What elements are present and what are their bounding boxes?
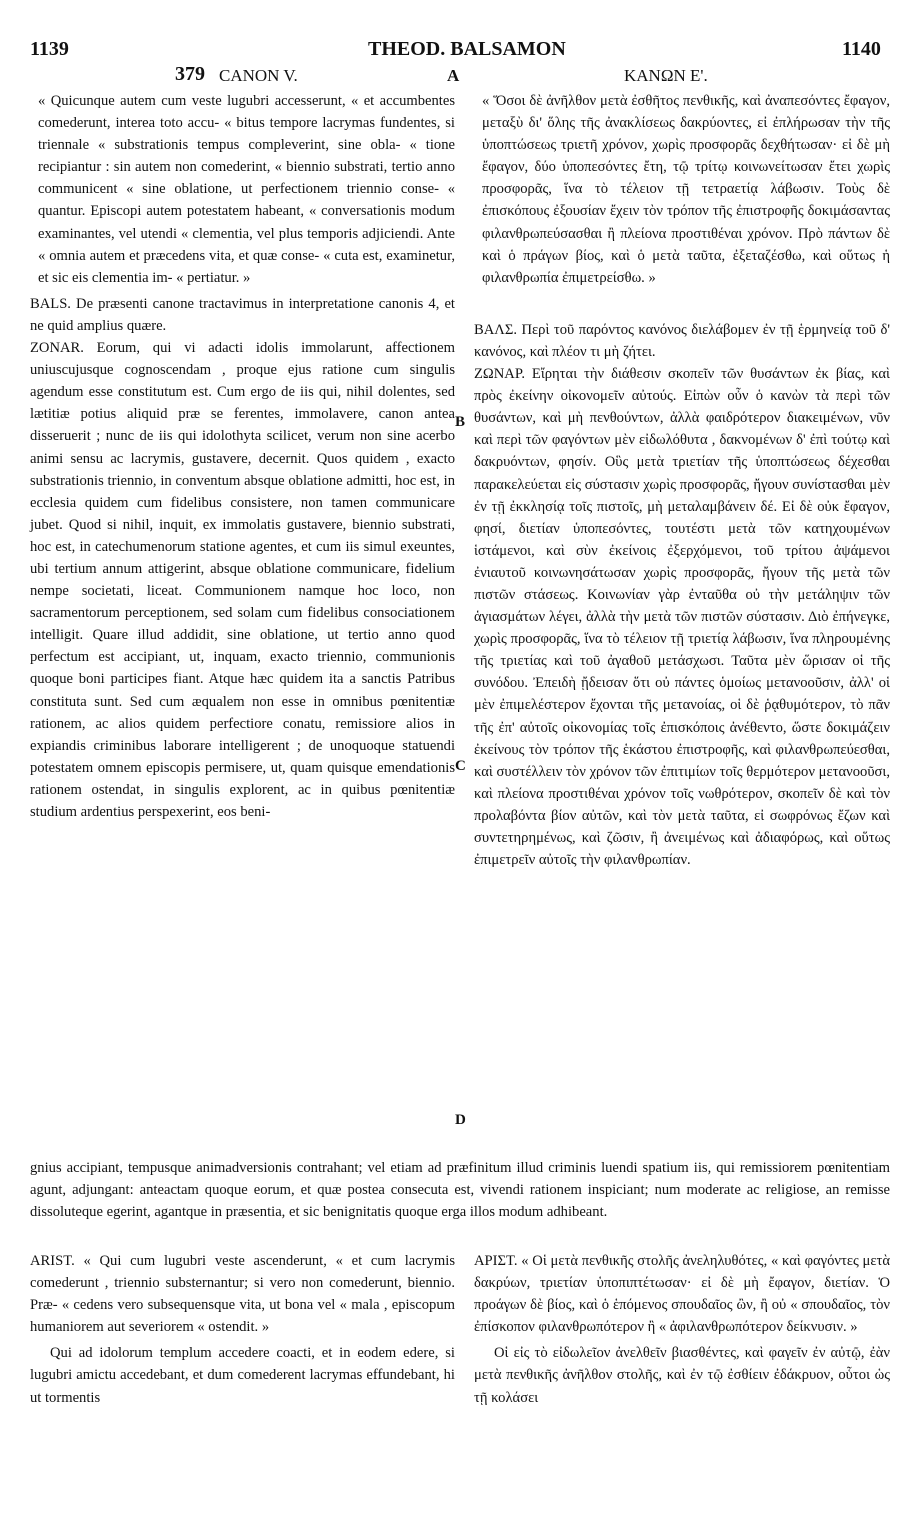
running-title: THEOD. BALSAMON [368, 38, 566, 60]
right-column-upper [474, 90, 890, 871]
left-column-lower [30, 1250, 455, 1409]
page-number-right: 1140 [842, 38, 881, 60]
greek-canon-text: « Ὅσοι δὲ ἀνῆλθον μετὰ ἐσθῆτος πενθικῆς, καὶ ἀναπεσόντες ἔφαγον, μεταξὺ δι' ὅλης τῆς ἀνακλίσεως δακρύοντες, εἰ ἐπλήρωσαν τὴν τῆς ὑποπτώσεως τριετῆ χρόνον, χωρὶς προσφορᾶς δεχθήτωσαν· εἰ δὲ μὴ ἔφαγον, δύο ὑποπεσόντες ἔτη, τῷ τρίτῳ κοινωνείτωσαν ἔτει χωρὶς προσφορᾶς, ἵνα τὸ τέλειον τῇ τετραετίᾳ λάβωσιν. Τοὺς δὲ ἐπισκόπους ἐξουσίαν ἔχειν τὸν τρόπον τῆς ἐπιστροφῆς δοκιμάσαντας φιλανθρωπεύσασθαι ἢ πλείονα προστιθέναι χρόνον. Πρὸ πάντων δὲ καὶ ὁ πράγων βίος, καὶ ὁ μετὰ ταῦτα, ἐξεταζέσθω, καὶ οὕτως ἡ φιλανθρωπία ἐπιμετρείσθω. » [482, 93, 890, 286]
margin-letter-d: D [455, 1112, 466, 1128]
greek-bals-commentary: ΒΑΛΣ. Περὶ τοῦ παρόντος κανόνος διελάβομεν ἐν τῇ ἑρμηνείᾳ τοῦ δ' κανόνος, καὶ πλέον τι μὴ ζήτει. [474, 321, 890, 360]
greek-arist-commentary: ΑΡΙΣΤ. « Οἱ μετὰ πενθικῆς στολῆς ἀνεληλυθότες, « καὶ φαγόντες μετὰ δακρύων, τριετίαν ὑποπιπτέτωσαν· εἰ δὲ μὴ ἔφαγον, διετίαν. Ὁ προάγων δὲ βίος, καὶ ὁ ἑπόμενος σπουδαῖος ὢν, ἢ οὐ « σπουδαῖος, τὸν ἐπίσκοπον φιλανθρωπότερον ἢ « ἀφιλανθρωπότερον δείκνυσιν. » [474, 1253, 890, 1336]
left-column-upper [30, 90, 455, 823]
margin-letter-c: C [455, 758, 466, 774]
greek-closing-text: Οἱ εἰς τὸ εἰδωλεῖον ἀνελθεῖν βιασθέντες, καὶ φαγεῖν ἐν αὐτῷ, ἐὰν μετὰ πενθικῆς ἀνῆλθον στολῆς, καὶ ἐν τῷ ἐσθίειν ἐδάκρυον, οὗτοι ὡς τῇ κολάσει [474, 1345, 890, 1406]
canon-title-latin: CANON V. [219, 66, 298, 85]
latin-arist-commentary: ARIST. « Qui cum lugubri veste ascenderunt, « et cum lacrymis comederunt , triennio substernantur; si vero non comederunt, biennio. Præ- « cedens vero subsequensque vita, ut bona vel « mala , episcopum humaniorem aut severiorem « ostendit. » [30, 1253, 455, 1336]
latin-canon-text: « Quicunque autem cum veste lugubri accesserunt, « et accumbentes comederunt, interea toto accu- « bitus tempore lacrymas fundentes, si triennale « substrationis tempus compleverint, sine obla- « tione recipiantur : sin autem non comederint, « biennio substrati, tertio anno communicent « sine oblatione, ut perfectionem triennio conse- « quantur. Episcopi autem potestatem habeant, « conversationis modum examinantes, vel utendi « clementia, vel plus temporis adjiciendi. Ante « omnia autem et præcedens vita, et quæ conse- « cuta est, examinetur, et sic eis clementia im- « pertiatur. » [38, 93, 455, 286]
latin-zonar-continuation: gnius accipiant, tempusque animadversionis contrahant; vel etiam ad præfinitum illud criminis luendi spatium iis, qui remissiorem pœnitentiam agunt, adjungant: anteactam quoque eorum, et quæ postea consecuta est, vivendi rationem inspiciant; num moderate ac religiose, an remisse dissoluteque egerint, agantque in præsentia, et sic benignitatis quoque erga illos modum adhibeant. [30, 1160, 890, 1221]
canon-title-greek: ΚΑΝΩΝ Ε'. [624, 66, 708, 85]
greek-zonar-commentary: ΖΩΝΑΡ. Εἴρηται τὴν διάθεσιν σκοπεῖν τῶν θυσάντων ἐκ βίας, καὶ πρὸς ἐκείνην οἰκονομεῖν αὐτούς. Εἰπὼν οὖν ὁ κανὼν τὰ περὶ τῶν θυσάντων, καὶ μὴ πενθούντων, ἀλλὰ φαιδρότερον διακειμένων, νῦν καὶ περὶ τῶν φαγόντων μὲν εἰδωλόθυτα , δακνομένων δ' ἐπὶ τούτῳ καὶ δακρυόντων, φησίν. Οὓς μετὰ τριετίαν τῆς ὑποπτώσεως δέχεσθαι παρακελεύεται εἰς σύστασιν χωρὶς προσφορᾶς, ἤγουν συνίστασθαι μὲν ἐν τῇ ἐκκλησίᾳ τοῖς πιστοῖς, μὴ μεταλαμβάνειν δέ. Εἰ δὲ οὐκ ἔφαγον, φησί, διετίαν ὑποπεσόντες, τουτέστι μετὰ τῶν κατηχουμένων ἱστάμενοι, καὶ σὺν ἐκείνοις ἐξερχόμενοι, τοῦ τρίτου ἁψάμενοι ἐνιαυτοῦ κοινωνησάτωσαν χωρὶς προσφορᾶς, ἤγουν τῆς μετὰ τῶν πιστῶν στάσεως. Κοινωνίαν γὰρ ἐνταῦθα οὐ τὴν μετάληψιν τῶν ἁγιασμάτων λέγει, ἀλλὰ τὴν μετὰ τῶν πιστῶν σύστασιν. Διὸ ἐπήνεγκε, χωρὶς προσφορᾶς, ἵνα τὸ τέλειον τῇ τριετίᾳ λάβωσιν, ἵνα πληρουμένης τῆς τριετίας καὶ τοῦ ἀγαθοῦ μετάσχωσι. Ταῦτα μὲν ὥρισαν οἱ τῆς συνόδου. Ἐπειδὴ ᾔδεισαν ὅτι οὐ πάντες ὁμοίως μετανοοῦσιν, ἀλλ' οἱ μὲν ἐπιμελέστερον ἔχονται τῆς μετανοίας, οἱ δὲ ῥᾳθυμότερον, τὸ πᾶν τῆς ἐπ' αὐτοῖς οἰκονομίας τοῖς ἐπισκόποις ἀνέθεντο, ὥστε δοκιμάζειν ἐκείνους τὸν τρόπον τῆς ἑκάστου ἐπιστροφῆς, καὶ φιλανθρωπεύεσθαι, καὶ συστέλλειν τὸν χρόνον τῶν ἐπιτιμίων τοῖς θερμότερον μετανοοῦσι, καὶ πλείονα προστιθέναι χρόνον τοῖς νωθρότερον, σκοπεῖν δὲ καὶ τὸν προλαβόντα βίον αὐτῶν, καὶ τὸν μετὰ ταῦτα, εἰ σωφρόνως ἔζων καὶ συντετηρημένως, καὶ ζῶσιν, ἢ ἀνειμένως καὶ ἀδιαφόρως, καὶ οὕτως ἐπιμετρεῖν αὐτοῖς τὴν φιλανθρωπίαν. [474, 366, 890, 869]
column-number: 379 [175, 63, 205, 85]
page-number-left: 1139 [30, 38, 69, 60]
section-marker-a: A [447, 66, 460, 85]
latin-zonar-commentary: ZONAR. Eorum, qui vi adacti idolis immolarunt, affectionem uniuscujusque cognoscendam , proque ejus ratione cum singulis agendum esse constitutum est. Cum ergo de iis qui, nihil dolentes, sed lætitiæ potius aliquid præ se ferentes, immolavere, canon antea disseruerit ; nunc de iis qui idolothyta scilicet, verum non sine acerbo animi sensu ac lacrymis, gustavere, decernit. Quos quidem , exacto substrationis triennio, in conventum absque oblatione admitti, hoc est, in ecclesia quidem cum fidelibus consistere, non tamen communicare jubet. Quod si nihil, inquit, ex immolatis gustavere, biennio substrati, hoc est, in catechumenorum statione agentes, et cum iis simul exeuntes, ubi tertium annum attigerint, absque oblatione communicare, fidelium nempe societati, liceat. Communionem namque hoc loco, non sacramentorum perceptionem, sed solam cum fidelibus consociationem intelligit. Quare illud addidit, sine oblatione, ut tertio anno quod perfectum est accipiant, ut, inquam, exacto triennio, communionis quoque boni participes fiant. Atque hæc quidem ita a sanctis Patribus constituta sunt. Sed cum æqualem non esse in omnibus pœnitentiæ rationem, ac alios quidem perfectiore conatu, remissiore alios in expiandis criminibus laborare intelligerent ; de unoquoque statuendi potestatem omnem episcopis permisere, ut, quam quisque emendationis rationem ostendat, in singulis explorent, ac in quibus pœnitentiæ studium ardentius perspexerint, eos beni- [30, 340, 455, 820]
latin-closing-text: Qui ad idolorum templum accedere coacti, et in eodem edere, si lugubri amictu accedebant, et dum comederent lacrymas effundebant, hi ut tormentis [30, 1345, 455, 1406]
full-width-paragraph [30, 1157, 890, 1223]
margin-letter-b: B [455, 414, 466, 430]
right-column-lower [474, 1250, 890, 1409]
latin-bals-commentary: BALS. De præsenti canone tractavimus in interpretatione canonis 4, et ne quid amplius quære. [30, 295, 455, 334]
